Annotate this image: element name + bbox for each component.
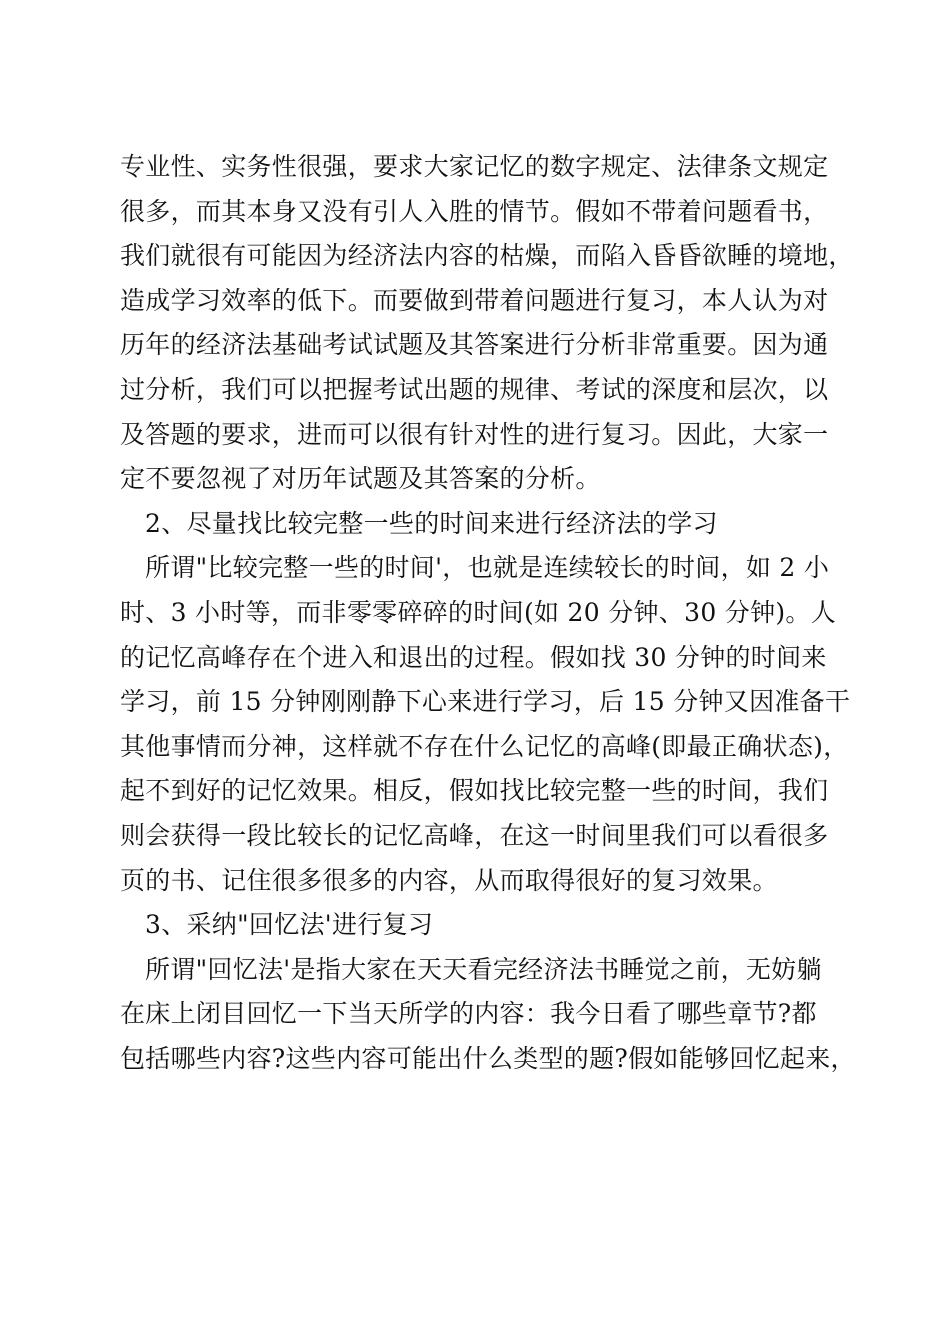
body-line: 及答题的要求，进而可以很有针对性的进行复习。因此，大家一 [120, 419, 829, 449]
body-line: 页的书、记住很多很多的内容，从而取得很好的复习效果。 [120, 865, 778, 895]
body-line: 很多，而其本身又没有引人入胜的情节。假如不带着问题看书， [120, 196, 829, 226]
body-line: 在床上闭目回忆一下当天所学的内容：我今日看了哪些章节?都 [120, 999, 817, 1029]
body-line: 时、3 小时等，而非零零碎碎的时间(如 20 分钟、30 分钟)。人 [120, 597, 837, 627]
body-line: 所谓"比较完整一些的时间'，也就是连续较长的时间，如 2 小 [145, 553, 830, 583]
body-line: 的记忆高峰存在个进入和退出的过程。假如找 30 分钟的时间来 [120, 642, 827, 672]
body-line: 学习，前 15 分钟刚刚静下心来进行学习，后 15 分钟又因准备干 [120, 687, 851, 717]
body-line: 起不到好的记忆效果。相反，假如找比较完整一些的时间，我们 [120, 776, 829, 806]
body-line: 造成学习效率的低下。而要做到带着问题进行复习，本人认为对 [120, 285, 829, 315]
body-line: 其他事情而分神，这样就不存在什么记忆的高峰(即最正确状态)， [120, 731, 849, 761]
body-line: 我们就很有可能因为经济法内容的枯燥，而陷入昏昏欲睡的境地， [120, 241, 854, 271]
body-line: 历年的经济法基础考试试题及其答案进行分析非常重要。因为通 [120, 330, 829, 360]
document-body [120, 145, 856, 1081]
body-line: 定不要忽视了对历年试题及其答案的分析。 [120, 464, 601, 494]
body-line: 过分析，我们可以把握考试出题的规律、考试的深度和层次，以 [120, 374, 829, 404]
body-line: 专业性、实务性很强，要求大家记忆的数字规定、法律条文规定 [120, 152, 829, 181]
section-heading: 2、尽量找比较完整一些的时间来进行经济法的学习 [145, 508, 718, 538]
body-line: 包括哪些内容?这些内容可能出什么类型的题?假如能够回忆起来， [120, 1043, 856, 1073]
body-line: 则会获得一段比较长的记忆高峰，在这一时间里我们可以看很多 [120, 820, 829, 850]
section-heading: 3、采纳"回忆法'进行复习 [145, 910, 434, 940]
body-line: 所谓"回忆法'是指大家在天天看完经济法书睡觉之前，无妨躺 [145, 954, 822, 984]
